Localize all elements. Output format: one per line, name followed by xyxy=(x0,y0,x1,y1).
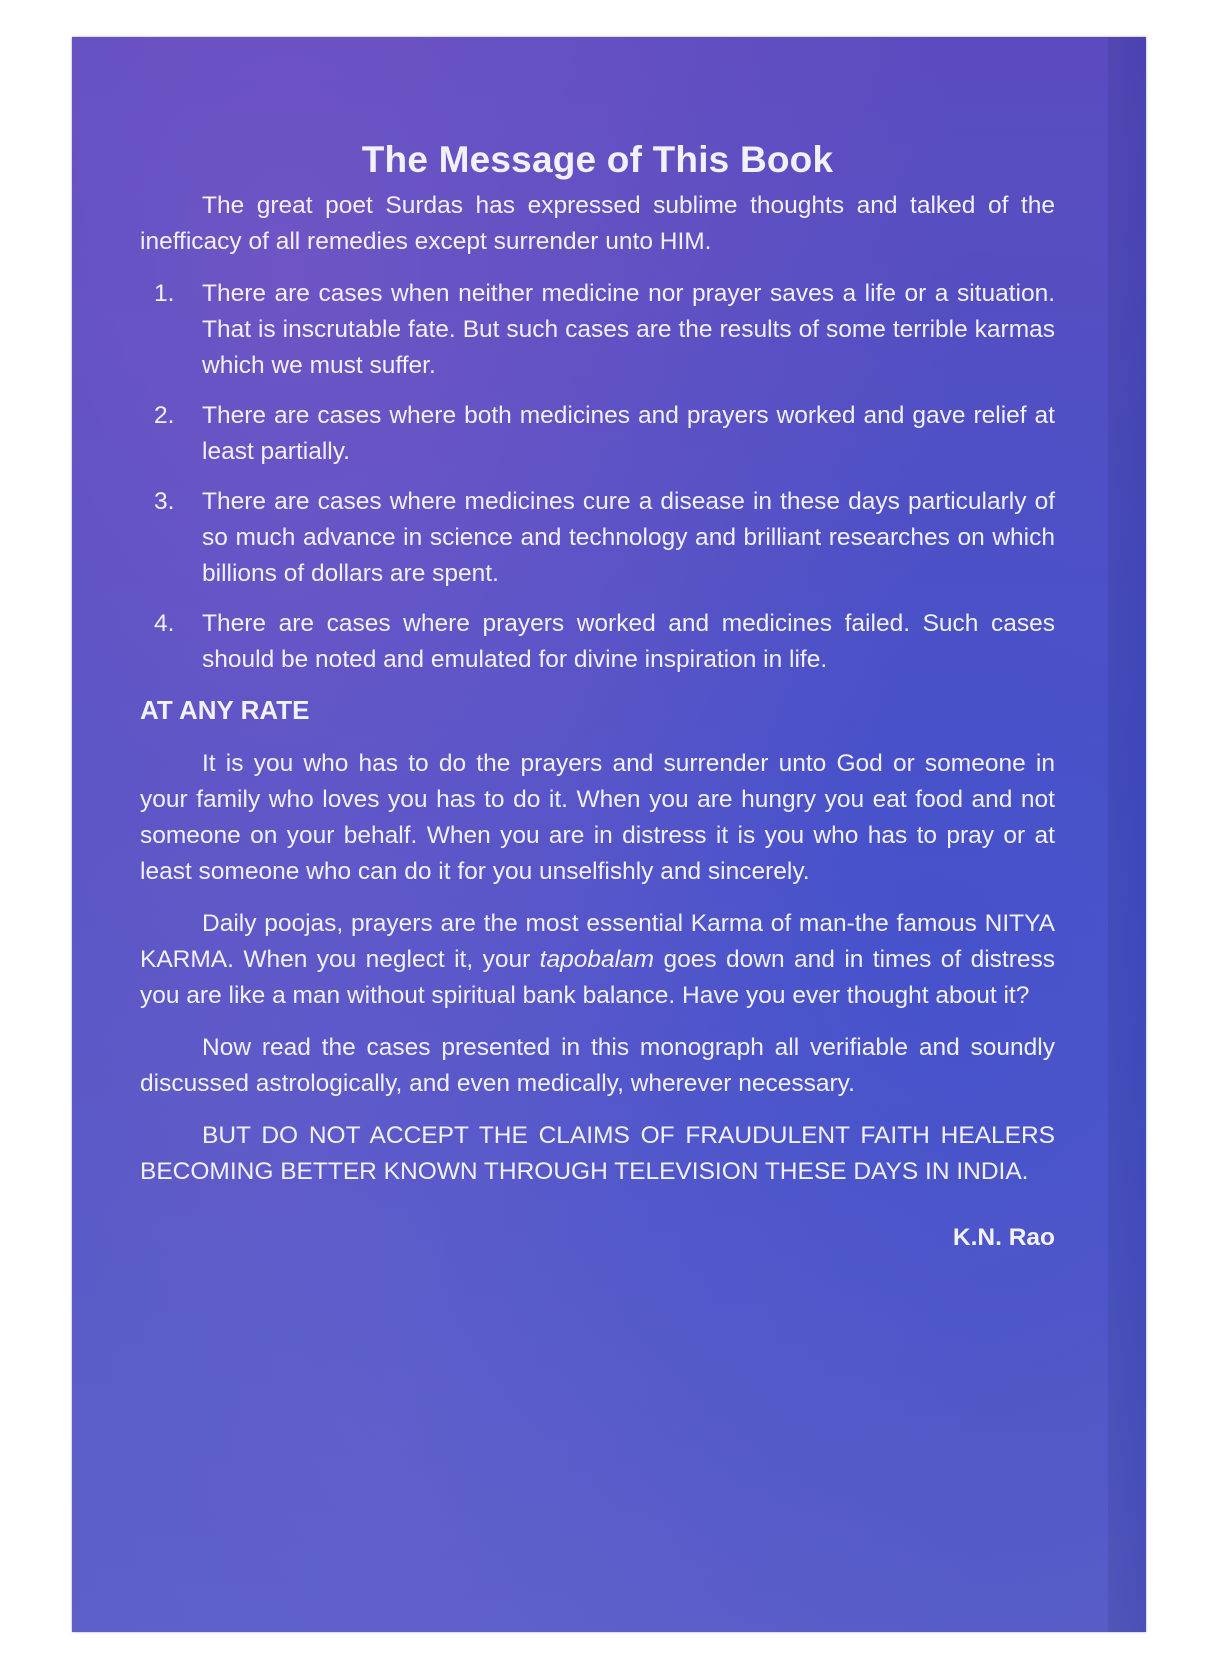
list-item xyxy=(140,276,1055,384)
list-item xyxy=(140,484,1055,592)
item-text: There are cases where prayers worked and medicines failed. Such cases should be noted and emulated for divine inspiration in life. xyxy=(202,610,1055,673)
cover-spine-edge xyxy=(1108,37,1146,1632)
item-text: There are cases when neither medicine nor prayer saves a life or a situation. That is inscrutable fate. But such cases are the results of some terrible karmas which we must suffer. xyxy=(202,280,1055,379)
author-signature: K.N. Rao xyxy=(952,1224,1055,1251)
points-list xyxy=(140,276,1055,678)
item-number: 4. xyxy=(154,610,175,637)
page-title: The Message of This Book xyxy=(361,139,834,180)
list-item xyxy=(140,398,1055,470)
text-run: Daily poojas, prayers are the most essential Karma of man-the famous NITYA KARMA. When you neglect it, your xyxy=(140,910,1055,973)
list-item xyxy=(140,606,1055,678)
book-back-cover xyxy=(72,37,1146,1632)
item-number: 2. xyxy=(154,402,175,429)
paragraph-warning: BUT DO NOT ACCEPT THE CLAIMS OF FRAUDULENT FAITH HEALERS BECOMING BETTER KNOWN THROUGH TELEVISION THESE DAYS IN INDIA. xyxy=(140,1122,1055,1185)
intro-paragraph: The great poet Surdas has expressed sublime thoughts and talked of the inefficacy of all remedies except surrender unto HIM. xyxy=(140,192,1055,255)
paragraph-nitya-karma xyxy=(140,906,1055,1014)
cover-text xyxy=(140,139,1056,1256)
item-number: 3. xyxy=(154,488,175,515)
text-run: goes down and in times of distress you are like a man without spiritual bank balance. Have you ever thought about it? xyxy=(140,946,1056,1009)
paragraph-prayers: It is you who has to do the prayers and surrender unto God or someone in your family who loves you has to do it. When you are hungry you eat food and not someone on your behalf. When you are in distress it is you who has to pray or at least someone who can do it for you unselfishly and sincerely. xyxy=(140,750,1055,885)
item-text: There are cases where both medicines and prayers worked and gave relief at least partially. xyxy=(202,402,1055,465)
subheading: AT ANY RATE xyxy=(140,695,310,725)
paragraph-monograph: Now read the cases presented in this monograph all verifiable and soundly discussed astrologically, and even medically, wherever necessary. xyxy=(140,1034,1055,1097)
item-text: There are cases where medicines cure a disease in these days particularly of so much advance in science and technology and brilliant researches on which billions of dollars are spent. xyxy=(202,488,1055,587)
item-number: 1. xyxy=(154,280,175,307)
emphasis-text: tapobalam xyxy=(539,946,655,973)
